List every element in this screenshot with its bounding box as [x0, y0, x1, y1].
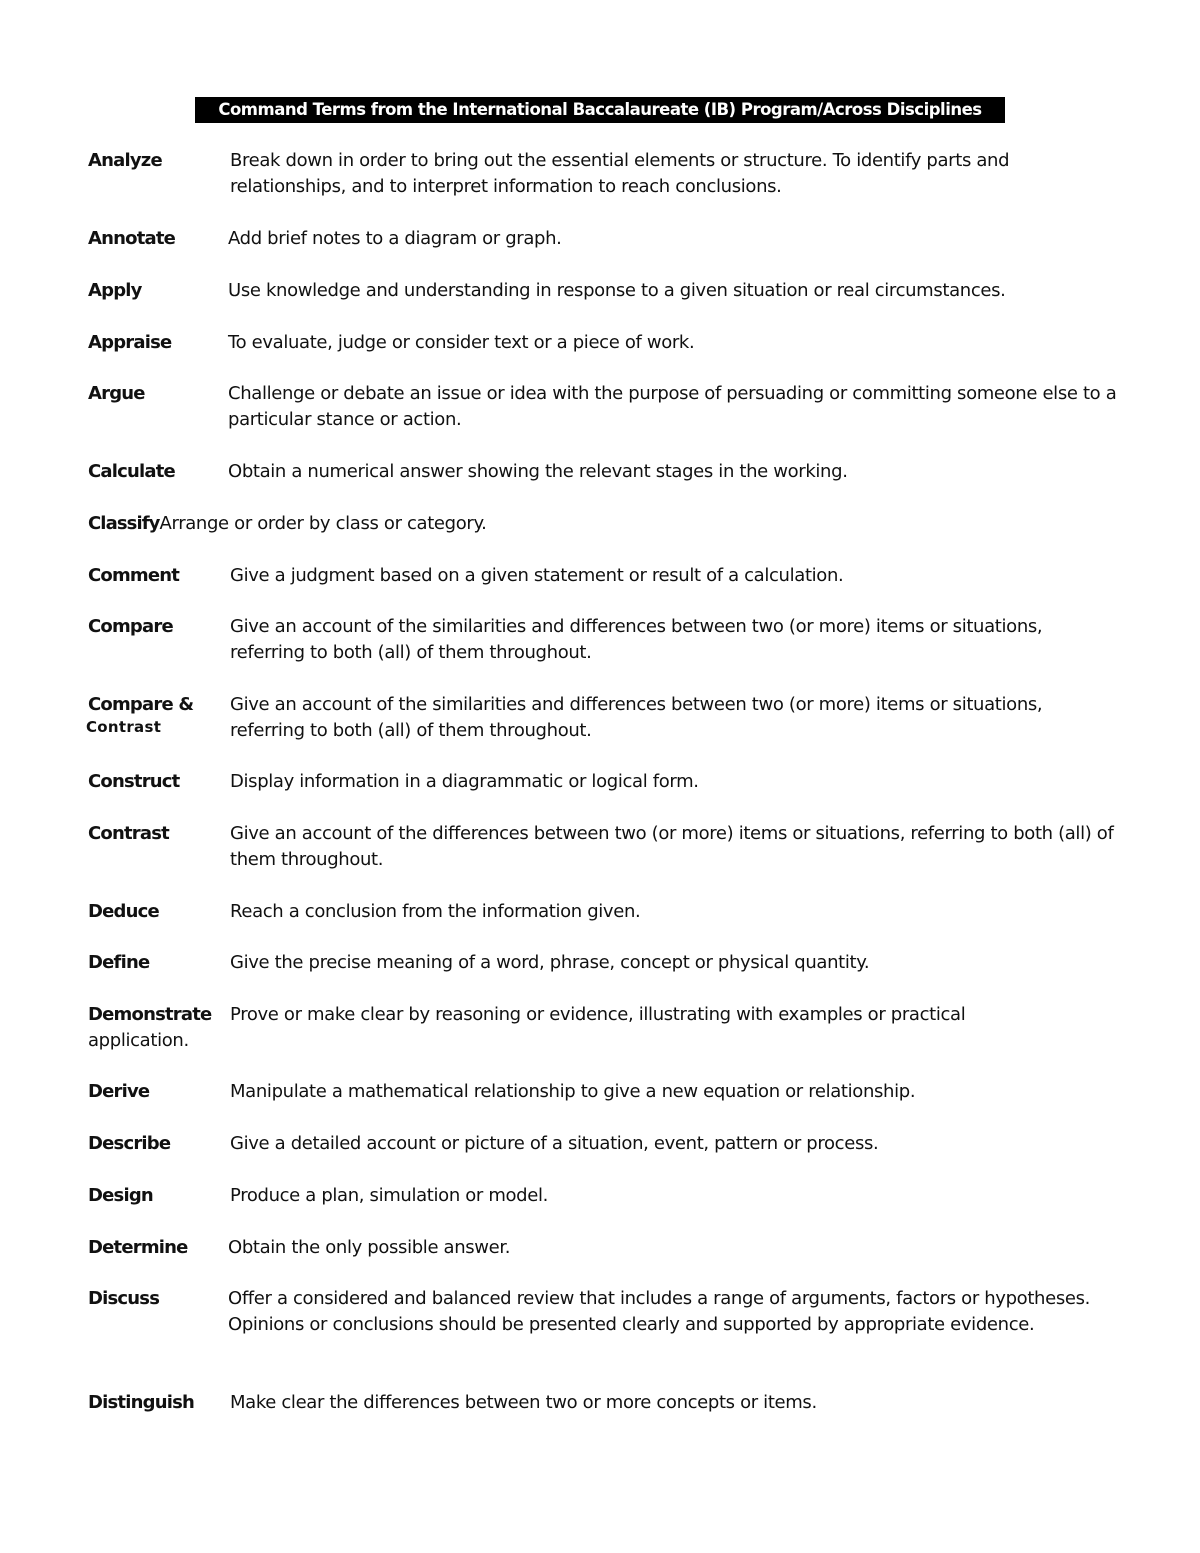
- term-compare-contrast-line2: Contrast: [86, 718, 162, 736]
- term-classify: Classify: [88, 513, 160, 534]
- definition-derive: Manipulate a mathematical relationship to give a new equation or relationship.: [230, 1081, 916, 1102]
- definition-annotate: Add brief notes to a diagram or graph.: [228, 228, 562, 249]
- definition-compare: Give an account of the similarities and differences between two (or more) items or situations, referring to both (all) of them throughout.: [230, 616, 1043, 663]
- term-analyze: Analyze: [88, 150, 162, 171]
- entry-classify: [88, 511, 487, 537]
- definition-contrast: Give an account of the differences between two (or more) items or situations, referring to both (all) of them throughout.: [230, 823, 1114, 870]
- definition-describe: Give a detailed account or picture of a situation, event, pattern or process.: [230, 1133, 879, 1154]
- definition-design: Produce a plan, simulation or model.: [230, 1185, 549, 1206]
- definition-classify: Arrange or order by class or category.: [159, 513, 487, 534]
- definition-appraise: To evaluate, judge or consider text or a piece of work.: [228, 332, 695, 353]
- term-appraise: Appraise: [88, 332, 172, 353]
- term-calculate: Calculate: [88, 461, 175, 482]
- term-construct: Construct: [88, 771, 180, 792]
- term-annotate: Annotate: [88, 228, 176, 249]
- term-define: Define: [88, 952, 150, 973]
- term-contrast: Contrast: [88, 823, 169, 844]
- definition-discuss: Offer a considered and balanced review that includes a range of arguments, factors or hypotheses. Opinions or conclusions should be presented clearly and supported by appropriate evidence.: [228, 1288, 1090, 1335]
- term-deduce: Deduce: [88, 901, 159, 922]
- definition-comment: Give a judgment based on a given statement or result of a calculation.: [230, 565, 844, 586]
- definition-apply: Use knowledge and understanding in response to a given situation or real circumstances.: [228, 280, 1006, 301]
- definition-deduce: Reach a conclusion from the information given.: [230, 901, 641, 922]
- term-compare-contrast: Compare &: [88, 694, 194, 715]
- definition-demonstrate: Prove or make clear by reasoning or evidence, illustrating with examples or practical: [230, 1004, 966, 1025]
- term-comment: Comment: [88, 565, 180, 586]
- term-describe: Describe: [88, 1133, 171, 1154]
- definition-define: Give the precise meaning of a word, phrase, concept or physical quantity.: [230, 952, 870, 973]
- definition-calculate: Obtain a numerical answer showing the relevant stages in the working.: [228, 461, 848, 482]
- term-derive: Derive: [88, 1081, 150, 1102]
- page-title: Command Terms from the International Baccalaureate (IB) Program/Across Disciplines: [195, 97, 1005, 123]
- term-distinguish: Distinguish: [88, 1392, 195, 1413]
- definition-analyze: Break down in order to bring out the essential elements or structure. To identify parts and relationships, and to interpret information to reach conclusions.: [230, 150, 1010, 197]
- term-compare: Compare: [88, 616, 173, 637]
- term-determine: Determine: [88, 1237, 188, 1258]
- term-demonstrate: Demonstrate: [88, 1004, 212, 1025]
- definition-argue: Challenge or debate an issue or idea with the purpose of persuading or committing someone else to a particular stance or action.: [228, 383, 1117, 430]
- term-design: Design: [88, 1185, 153, 1206]
- term-discuss: Discuss: [88, 1288, 160, 1309]
- term-apply: Apply: [88, 280, 142, 301]
- definition-determine: Obtain the only possible answer.: [228, 1237, 511, 1258]
- definition-compare-contrast: Give an account of the similarities and differences between two (or more) items or situations, referring to both (all) of them throughout.: [230, 694, 1043, 741]
- definition-distinguish: Make clear the differences between two or more concepts or items.: [230, 1392, 817, 1413]
- definition-demonstrate-continued: application.: [88, 1030, 189, 1051]
- term-argue: Argue: [88, 383, 145, 404]
- definition-construct: Display information in a diagrammatic or logical form.: [230, 771, 699, 792]
